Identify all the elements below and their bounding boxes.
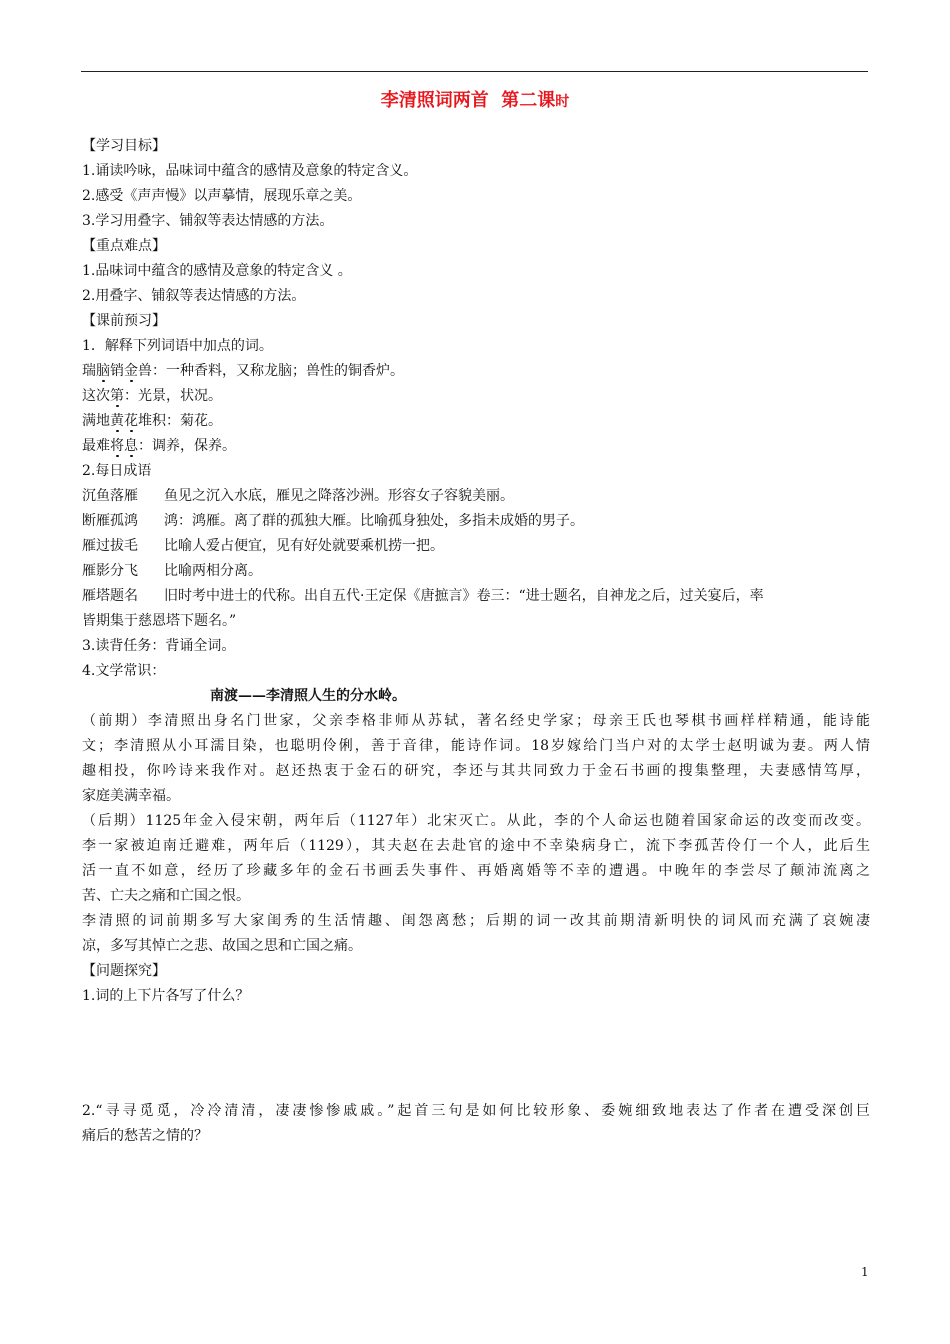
vocab-dotted-char: 第 [110,388,124,404]
idiom-item [82,509,870,534]
idiom-name: 雁过拔毛 [82,538,138,554]
vocab-definition: ：光景，状况。 [124,388,222,404]
vocab-char: 最难 [82,438,110,454]
preview-question-2: 2.每日成语 [82,463,152,479]
idiom-text-continued: 皆期集于慈恩塔下题名。” [82,613,237,629]
paragraph-line: 李清照的词前期多写大家闺秀的生活情趣、闺怨离愁；后期的词一改其前期清新明快的词风而充满了哀婉凄 [82,913,870,929]
vocab-dotted-char: 金 [124,363,138,379]
vocab-item [82,384,870,409]
vocab-char: 这 [82,388,96,404]
paragraph-line: 趣相投，你吟诗来我作对。赵还热衷于金石的研究，李还与其共同致力于金石书画的搜集整理，夫妻感情笃厚， [82,763,870,779]
page-number: 1 [861,1265,869,1279]
question-line: 2.“寻寻觅觅，冷冷清清，凄凄惨惨戚戚。”起首三句是如何比较形象、委婉细致地表达了作者在遭受深创巨 [82,1103,870,1119]
paragraph-line: （后期）1125年金入侵宋朝，两年后（1127年）北宋灭亡。从此，李的个人命运也随着国家命运的改变而改变。 [82,813,870,829]
paragraph-line: 李一家被迫南迁避难，两年后（1129），其夫赵在去赴官的途中不幸染病身亡，流下李孤苦伶仃一个人，此后生 [82,838,870,854]
vocab-dotted-char: 息 [124,438,138,454]
paragraph-line: 活一直不如意，经历了珍藏多年的金石书画丢失事件、再婚离婚等不幸的遭遇。中晚年的李尝尽了颠沛流离之 [82,863,870,879]
title-main: 李清照词两首 第二课 [380,90,556,111]
keypoint-item: 2.用叠字、铺叙等表达情感的方法。 [82,288,306,304]
idiom-text: 比喻两相分离。 [164,563,262,579]
idiom-item [82,484,870,509]
paragraph-line: （前期）李清照出身名门世家，父亲李格非师从苏轼，著名经史学家；母亲王氏也琴棋书画样样精通，能诗能 [82,713,870,729]
header-rule [81,71,868,72]
idiom-name: 雁影分飞 [82,563,138,579]
vocab-dotted-char: 将 [110,438,124,454]
preview-question-4: 4.文学常识： [82,663,166,679]
preview-question-3: 3.读背任务：背诵全词。 [82,638,236,654]
vocab-item [82,434,870,459]
paragraph-line: 凉，多写其悼亡之悲、故国之思和亡国之痛。 [82,938,362,954]
keypoint-item: 1.品味词中蕴含的感情及意象的特定含义 。 [82,263,352,279]
vocab-char: 次 [96,388,110,404]
idiom-item [82,534,870,559]
goal-item: 2.感受《声声慢》以声摹情，展现乐章之美。 [82,188,362,204]
vocab-dotted-char: 黄 [110,413,124,429]
vocab-char: 瑞 [82,363,96,379]
paragraph-line: 家庭美满幸福。 [82,788,180,804]
vocab-char: 销 [110,363,124,379]
idiom-text: 旧时考中进士的代称。出自五代·王定保《唐摭言》卷三：“进士题名，自神龙之后，过关宴后，率 [164,588,764,604]
title-suffix: 时 [555,94,570,110]
paragraph-line: 文；李清照从小耳濡目染，也聪明伶俐，善于音律，能诗作词。18岁嫁给门当户对的太学士赵明诚为妻。两人情 [82,738,870,754]
page-title [0,86,950,112]
question-line: 痛后的愁苦之情的？ [82,1128,208,1144]
idiom-name: 沉鱼落雁 [82,488,138,504]
goal-item: 3.学习用叠字、铺叙等表达情感的方法。 [82,213,334,229]
idiom-name: 雁塔题名 [82,588,138,604]
vocab-char: 兽 [138,363,152,379]
vocab-dotted-char: 花 [124,413,138,429]
section-heading-goals: 【学习目标】 [82,138,166,154]
vocab-dotted-char: 脑 [96,363,110,379]
vocab-char: 堆积 [138,413,166,429]
vocab-item [82,359,870,384]
section-subtitle: 南渡——李清照人生的分水岭。 [210,688,406,704]
vocab-char: 满地 [82,413,110,429]
vocab-definition: ：菊花。 [166,413,222,429]
explore-question-2 [82,1099,870,1149]
idiom-text: 鸿：鸿雁。离了群的孤独大雁。比喻孤身独处，多指未成婚的男子。 [164,513,584,529]
idiom-text: 比喻人爱占便宜，见有好处就要乘机捞一把。 [164,538,444,554]
idiom-item [82,584,870,609]
vocab-definition: ：调养，保养。 [138,438,236,454]
section-heading-explore: 【问题探究】 [82,963,166,979]
idiom-text: 鱼见之沉入水底，雁见之降落沙洲。形容女子容貌美丽。 [164,488,514,504]
idiom-name: 断雁孤鸿 [82,513,138,529]
document-body [82,134,870,1009]
idiom-item [82,559,870,584]
paragraph-line: 苦、亡夫之痛和亡国之恨。 [82,888,250,904]
section-heading-preview: 【课前预习】 [82,313,166,329]
preview-question-1: 1．解释下列词语中加点的词。 [82,338,273,354]
explore-question-1: 1.词的上下片各写了什么？ [82,988,250,1004]
vocab-item [82,409,870,434]
section-heading-keypoints: 【重点难点】 [82,238,166,254]
goal-item: 1.诵读吟咏，品味词中蕴含的感情及意象的特定含义。 [82,163,418,179]
vocab-definition: ：一种香料，又称龙脑；兽性的铜香炉。 [152,363,404,379]
